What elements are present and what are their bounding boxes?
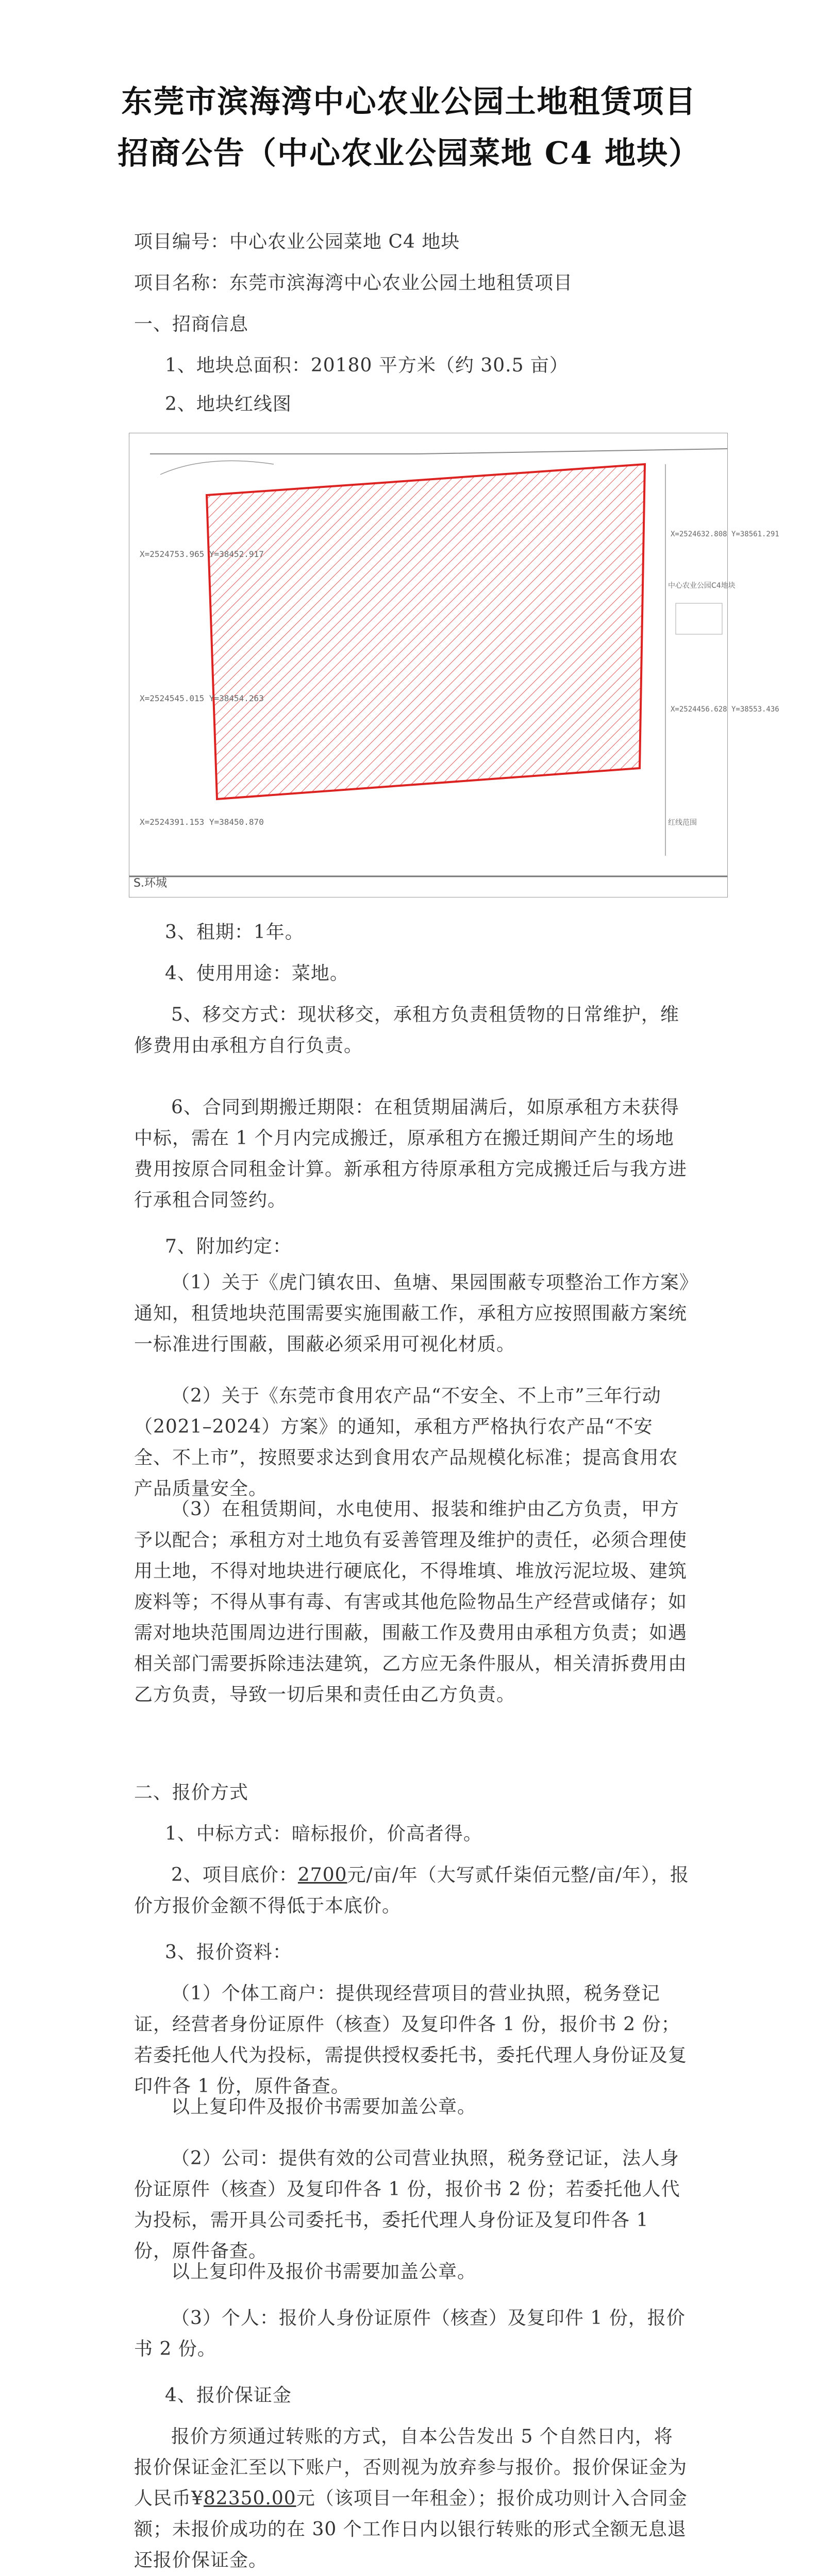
section-2-heading: 二、报价方式 — [134, 1782, 249, 1803]
deposit-amount: 82350.00 — [203, 2488, 296, 2509]
coord-label-5: X=2524545.015 Y=38454.263 — [140, 693, 264, 703]
coord-label-4: X=2524391.153 Y=38450.870 — [140, 817, 264, 827]
coord-label-1: X=2524753.965 Y=38452.917 — [140, 549, 264, 559]
handover-method: 5、移交方式：现状移交，承租方负责租赁物的日常维护，维修费用由承租方自行负责。 — [134, 1004, 679, 1056]
redline-map-label: 2、地块红线图 — [165, 394, 292, 415]
redline-map-drawing — [129, 433, 779, 897]
bank-heading — [134, 2571, 691, 2576]
title-line-1: 东莞市滨海湾中心农业公园土地租赁项目 — [121, 84, 697, 120]
title-line-2: 招商公告（中心农业公园菜地 C4 地块） — [117, 135, 701, 172]
coord-label-3: X=2524456.628 Y=38553.436 — [671, 705, 779, 714]
additional-term-2: （2）关于《东莞市食用农产品“不安全、不上市”三年行动（2021–2024）方案》的通知，承租方严格执行农产品“不安全、不上市”，按照要求达到食用农产品规模化标准；提高食用农产品质量安全。 — [134, 1385, 678, 1499]
additional-term-3: （3）在租赁期间，水电使用、报装和维护由乙方负责，甲方予以配合；承租方对土地负有妥善管理及维护的责任，必须合理使用土地，不得对地块进行硬底化，不得堆填、堆放污泥垃圾、建筑废料等；不得从事有毒、有害或其他危险物品生产经营或储存；如需对地块范围周边进行围蔽，围蔽工作及费用由承租方负责；如遇相关部门需要拆除违法建筑，乙方应无条件服从，相关清拆费用由乙方负责，导致一切后果和责任由乙方负责。 — [134, 1499, 688, 1705]
bid-documents-heading: 3、报价资料： — [165, 1942, 292, 1963]
base-price: 2、项目底价：2700元/亩/年（大写贰仟柒佰元整/亩/年），报价方报价金额不得低于本底价。 — [134, 1865, 690, 1917]
bid-docs-individual: （1）个体工商户：提供现经营项目的营业执照，税务登记证，经营者身份证原件（核查）及复印件各 1 份，报价书 2 份；若委托他人代为投标，需提供授权委托书，委托代理人身份证及复印件各 1 份，原件备查。 — [134, 1983, 688, 2097]
coord-label-2: X=2524632.808 Y=38561.291 — [671, 530, 779, 538]
section-1-heading: 一、招商信息 — [134, 314, 249, 335]
bid-docs-individual-note: 以上复印件及报价书需要加盖公章。 — [171, 2096, 477, 2117]
deposit-heading: 4、报价保证金 — [165, 2385, 292, 2406]
project-number: 项目编号：中心农业公园菜地 C4 地块 — [134, 231, 460, 252]
deposit-terms: 报价方须通过转账的方式，自本公告发出 5 个自然日内，将报价保证金汇至以下账户，否则视为放弃参与报价。报价保证金为人民币¥82350.00元（该项目一年租金）；报价成功则计入合同金额；未报价成功的在 30 个工作日内以银行转账的形式全额无息退还报价保证金。 — [134, 2426, 688, 2571]
road-label: S.环城 — [133, 877, 167, 890]
bid-method: 1、中标方式：暗标报价，价高者得。 — [165, 1823, 482, 1844]
base-price-value: 2700 — [297, 1865, 347, 1886]
map-note-1: 中心农业公园C4地块 — [668, 582, 736, 590]
relocation-terms: 6、合同到期搬迁期限：在租赁期届满后，如原承租方未获得中标，需在 1 个月内完成搬迁，原承租方在搬迁期间产生的场地费用按原合同租金计算。新承租方待原承租方完成搬迁后与我方进行承租合同签约。 — [134, 1097, 688, 1211]
project-name: 项目名称：东莞市滨海湾中心农业公园土地租赁项目 — [134, 273, 573, 294]
additional-terms-heading: 7、附加约定： — [165, 1236, 292, 1257]
land-use: 4、使用用途：菜地。 — [165, 963, 349, 984]
bid-docs-company-note: 以上复印件及报价书需要加盖公章。 — [171, 2261, 477, 2282]
redline-map — [129, 433, 779, 897]
land-area: 1、地块总面积：20180 平方米（约 30.5 亩） — [165, 355, 569, 376]
map-note-2: 红线范围 — [668, 819, 697, 827]
bid-docs-company: （2）公司：提供有效的公司营业执照，税务登记证，法人身份证原件（核查）及复印件各 1 份，报价书 2 份；若委托他人代为投标，需开具公司委托书，委托代理人身份证及复印件各 1 份，原件备查。 — [134, 2148, 680, 2262]
bid-docs-person: （3）个人：报价人身份证原件（核查）及复印件 1 份，报价书 2 份。 — [134, 2308, 686, 2360]
lease-term: 3、租期：1年。 — [165, 922, 304, 943]
redline-parcel — [207, 464, 645, 799]
additional-term-1: （1）关于《虎门镇农田、鱼塘、果园围蔽专项整治工作方案》通知，租赁地块范围需要实施围蔽工作，承租方应按照围蔽方案统一标准进行围蔽，围蔽必须采用可视化材质。 — [134, 1272, 689, 1355]
